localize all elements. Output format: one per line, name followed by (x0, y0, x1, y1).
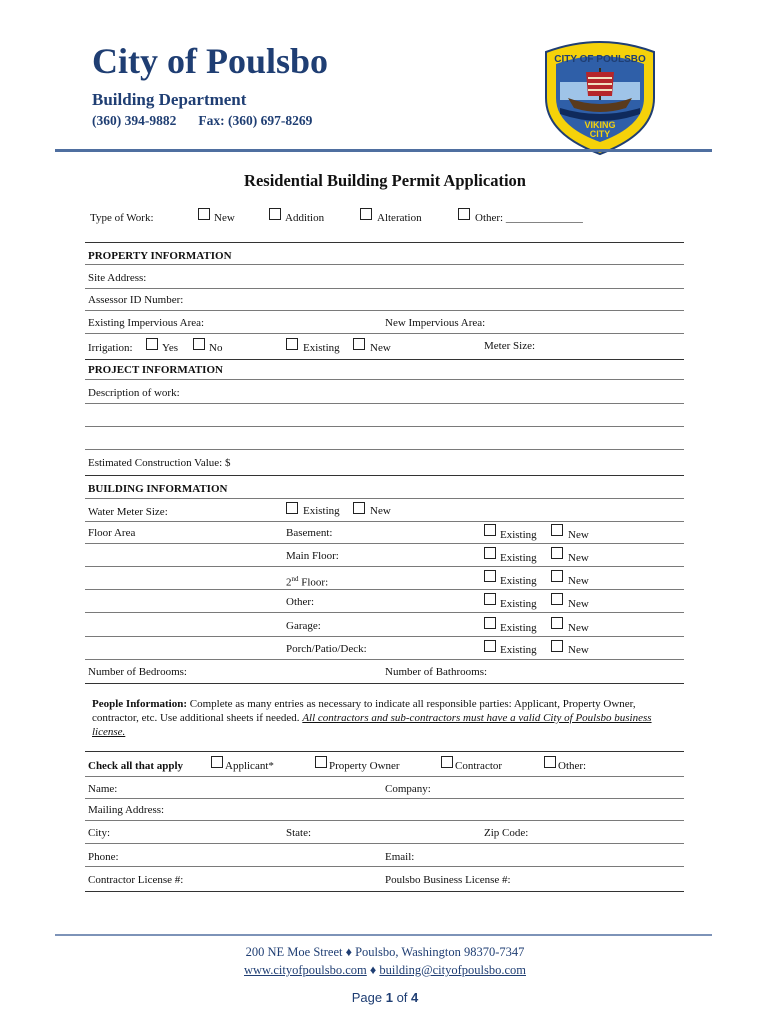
irrigation-existing-label: Existing (303, 342, 340, 354)
estimated-value-field[interactable]: Estimated Construction Value: $ (88, 457, 231, 469)
meter-existing-label: Existing (303, 505, 340, 517)
zip-field[interactable]: Zip Code: (484, 827, 529, 839)
phone-field[interactable]: Phone: (88, 851, 119, 863)
bathrooms-field[interactable]: Number of Bathrooms: (385, 666, 488, 678)
phone-number: (360) 394-9882 (92, 113, 177, 128)
role-owner-checkbox[interactable] (315, 756, 327, 768)
main-new-checkbox[interactable] (551, 547, 563, 559)
divider (85, 426, 684, 427)
garage-existing-label: Existing (500, 622, 537, 634)
other-new-checkbox[interactable] (551, 593, 563, 605)
other-existing-checkbox[interactable] (484, 593, 496, 605)
check-all-label: Check all that apply (88, 760, 184, 772)
role-contractor-label: Contractor (455, 760, 503, 772)
footer-divider (55, 934, 712, 936)
role-applicant-label: Applicant* (225, 760, 274, 772)
porch-existing-label: Existing (500, 644, 537, 656)
main-existing-checkbox[interactable] (484, 547, 496, 559)
building-info-heading: BUILDING INFORMATION (88, 483, 228, 495)
meter-new-checkbox[interactable] (353, 502, 365, 514)
city-seal-logo (540, 38, 660, 156)
divider (85, 310, 684, 311)
main-new-label: New (568, 552, 589, 564)
divider (85, 843, 684, 844)
divider (85, 612, 684, 613)
bedrooms-field[interactable]: Number of Bedrooms: (88, 666, 187, 678)
role-other-label: Other: (558, 760, 587, 772)
irrigation-label: Irrigation: (88, 342, 133, 354)
basement-existing-checkbox[interactable] (484, 524, 496, 536)
floor-second-sup: nd (291, 575, 299, 583)
form-title: Residential Building Permit Application (244, 171, 526, 190)
seal-bottom-label-1: VIKING (584, 120, 616, 130)
irrigation-new-checkbox[interactable] (353, 338, 365, 350)
floor-porch-label[interactable]: Porch/Patio/Deck: (286, 643, 367, 655)
work-alteration-checkbox[interactable] (360, 208, 372, 220)
second-existing-label: Existing (500, 575, 537, 587)
garage-new-checkbox[interactable] (551, 617, 563, 629)
divider (85, 242, 684, 243)
second-new-label: New (568, 575, 589, 587)
page-word: Page (351, 990, 386, 1005)
license-notice: All contractors and sub-contractors must have a valid City of Poulsbo business license. (92, 712, 652, 738)
floor-second-label[interactable] (286, 573, 328, 590)
work-addition-checkbox[interactable] (269, 208, 281, 220)
divider (85, 776, 684, 777)
basement-new-checkbox[interactable] (551, 524, 563, 536)
irrigation-yes-checkbox[interactable] (146, 338, 158, 350)
website-link[interactable]: www.cityofpoulsbo.com (243, 963, 367, 977)
role-owner-label: Property Owner (329, 760, 400, 772)
irrigation-no-label: No (209, 342, 223, 354)
divider (85, 820, 684, 821)
name-field[interactable]: Name: (88, 783, 118, 795)
irrigation-new-label: New (370, 342, 391, 354)
work-new-checkbox[interactable] (198, 208, 210, 220)
role-applicant-checkbox[interactable] (211, 756, 223, 768)
divider (85, 659, 684, 660)
divider (85, 566, 684, 567)
page-current: 1 (385, 990, 393, 1005)
floor-basement-label[interactable]: Basement: (286, 527, 333, 539)
divider (85, 498, 684, 499)
footer-address: 200 NE Moe Street ♦ Poulsbo, Washington 98370-7347 (245, 945, 525, 959)
seal-top-text (554, 54, 646, 65)
contact-line (92, 113, 312, 129)
project-info-heading: PROJECT INFORMATION (88, 364, 223, 376)
city-field[interactable]: City: (88, 827, 111, 839)
city-title: City of Poulsbo (92, 41, 329, 81)
description-field[interactable]: Description of work: (88, 387, 180, 399)
page-of: of (392, 990, 412, 1005)
seal-top-label: CITY OF POULSBO (554, 54, 646, 65)
floor-main-label[interactable]: Main Floor: (286, 550, 339, 562)
divider (85, 891, 684, 892)
assessor-id-field[interactable]: Assessor ID Number: (88, 294, 184, 306)
divider (85, 403, 684, 404)
meter-size-field[interactable]: Meter Size: (484, 340, 536, 352)
page-number (0, 990, 770, 1005)
existing-impervious-field[interactable]: Existing Impervious Area: (88, 317, 205, 329)
divider (85, 798, 684, 799)
state-field[interactable]: State: (286, 827, 312, 839)
divider (85, 636, 684, 637)
other-existing-label: Existing (500, 598, 537, 610)
divider (85, 521, 684, 522)
type-of-work-label: Type of Work: (90, 212, 154, 224)
irrigation-no-checkbox[interactable] (193, 338, 205, 350)
footer-contact (0, 963, 770, 978)
new-impervious-field[interactable]: New Impervious Area: (385, 317, 486, 329)
property-info-heading: PROPERTY INFORMATION (88, 250, 232, 262)
water-meter-field[interactable]: Water Meter Size: (88, 506, 168, 518)
divider (85, 589, 684, 590)
second-new-checkbox[interactable] (551, 570, 563, 582)
floor-second-num: 2 (286, 576, 292, 589)
main-existing-label: Existing (500, 552, 537, 564)
work-addition-label: Addition (285, 212, 325, 224)
porch-existing-checkbox[interactable] (484, 640, 496, 652)
people-info-text: Complete as many entries as necessary to indicate all responsible parties: Applicant, Property Owner, contractor, etc. Use additional sheets if needed. (92, 698, 636, 724)
floor-area-label: Floor Area (88, 527, 136, 539)
department-name: Building Department (92, 90, 247, 109)
porch-new-label: New (568, 644, 589, 656)
role-contractor-checkbox[interactable] (441, 756, 453, 768)
company-field[interactable]: Company: (385, 783, 431, 795)
basement-new-label: New (568, 529, 589, 541)
divider (85, 751, 684, 752)
divider (85, 288, 684, 289)
divider (85, 543, 280, 544)
divider (85, 333, 684, 334)
fax-number: Fax: (360) 697-8269 (198, 113, 313, 128)
divider (85, 359, 684, 360)
contractor-license-field[interactable]: Contractor License #: (88, 874, 184, 886)
floor-other-label[interactable]: Other: (286, 596, 315, 608)
people-info-paragraph (92, 697, 672, 739)
email-field[interactable]: Email: (385, 851, 415, 863)
mailing-address-field[interactable]: Mailing Address: (88, 804, 165, 816)
irrigation-existing-checkbox[interactable] (286, 338, 298, 350)
divider (85, 866, 684, 867)
divider (85, 475, 684, 476)
meter-existing-checkbox[interactable] (286, 502, 298, 514)
divider (85, 449, 684, 450)
floor-second-rest: Floor: (298, 576, 329, 589)
garage-new-label: New (568, 622, 589, 634)
role-other-checkbox[interactable] (544, 756, 556, 768)
basement-existing-label: Existing (500, 529, 537, 541)
work-new-label: New (214, 212, 235, 224)
porch-new-checkbox[interactable] (551, 640, 563, 652)
work-other-checkbox[interactable] (458, 208, 470, 220)
work-other-label: Other: ______________ (475, 212, 583, 224)
seal-bottom-label-2: CITY (589, 129, 611, 139)
floor-garage-label[interactable]: Garage: (286, 620, 321, 632)
business-license-field[interactable]: Poulsbo Business License #: (385, 874, 511, 886)
email-link[interactable]: building@cityofpoulsbo.com (379, 963, 526, 977)
site-address-field[interactable]: Site Address: (88, 272, 147, 284)
divider (85, 379, 684, 380)
second-existing-checkbox[interactable] (484, 570, 496, 582)
meter-new-label: New (370, 505, 391, 517)
divider (85, 683, 684, 684)
page-total: 4 (411, 990, 419, 1005)
people-info-lead: People Information: (92, 698, 188, 710)
other-new-label: New (568, 598, 589, 610)
footer-separator: ♦ (366, 963, 380, 977)
garage-existing-checkbox[interactable] (484, 617, 496, 629)
header-divider (55, 149, 712, 152)
irrigation-yes-label: Yes (162, 342, 179, 354)
divider (85, 264, 684, 265)
work-alteration-label: Alteration (377, 212, 422, 224)
